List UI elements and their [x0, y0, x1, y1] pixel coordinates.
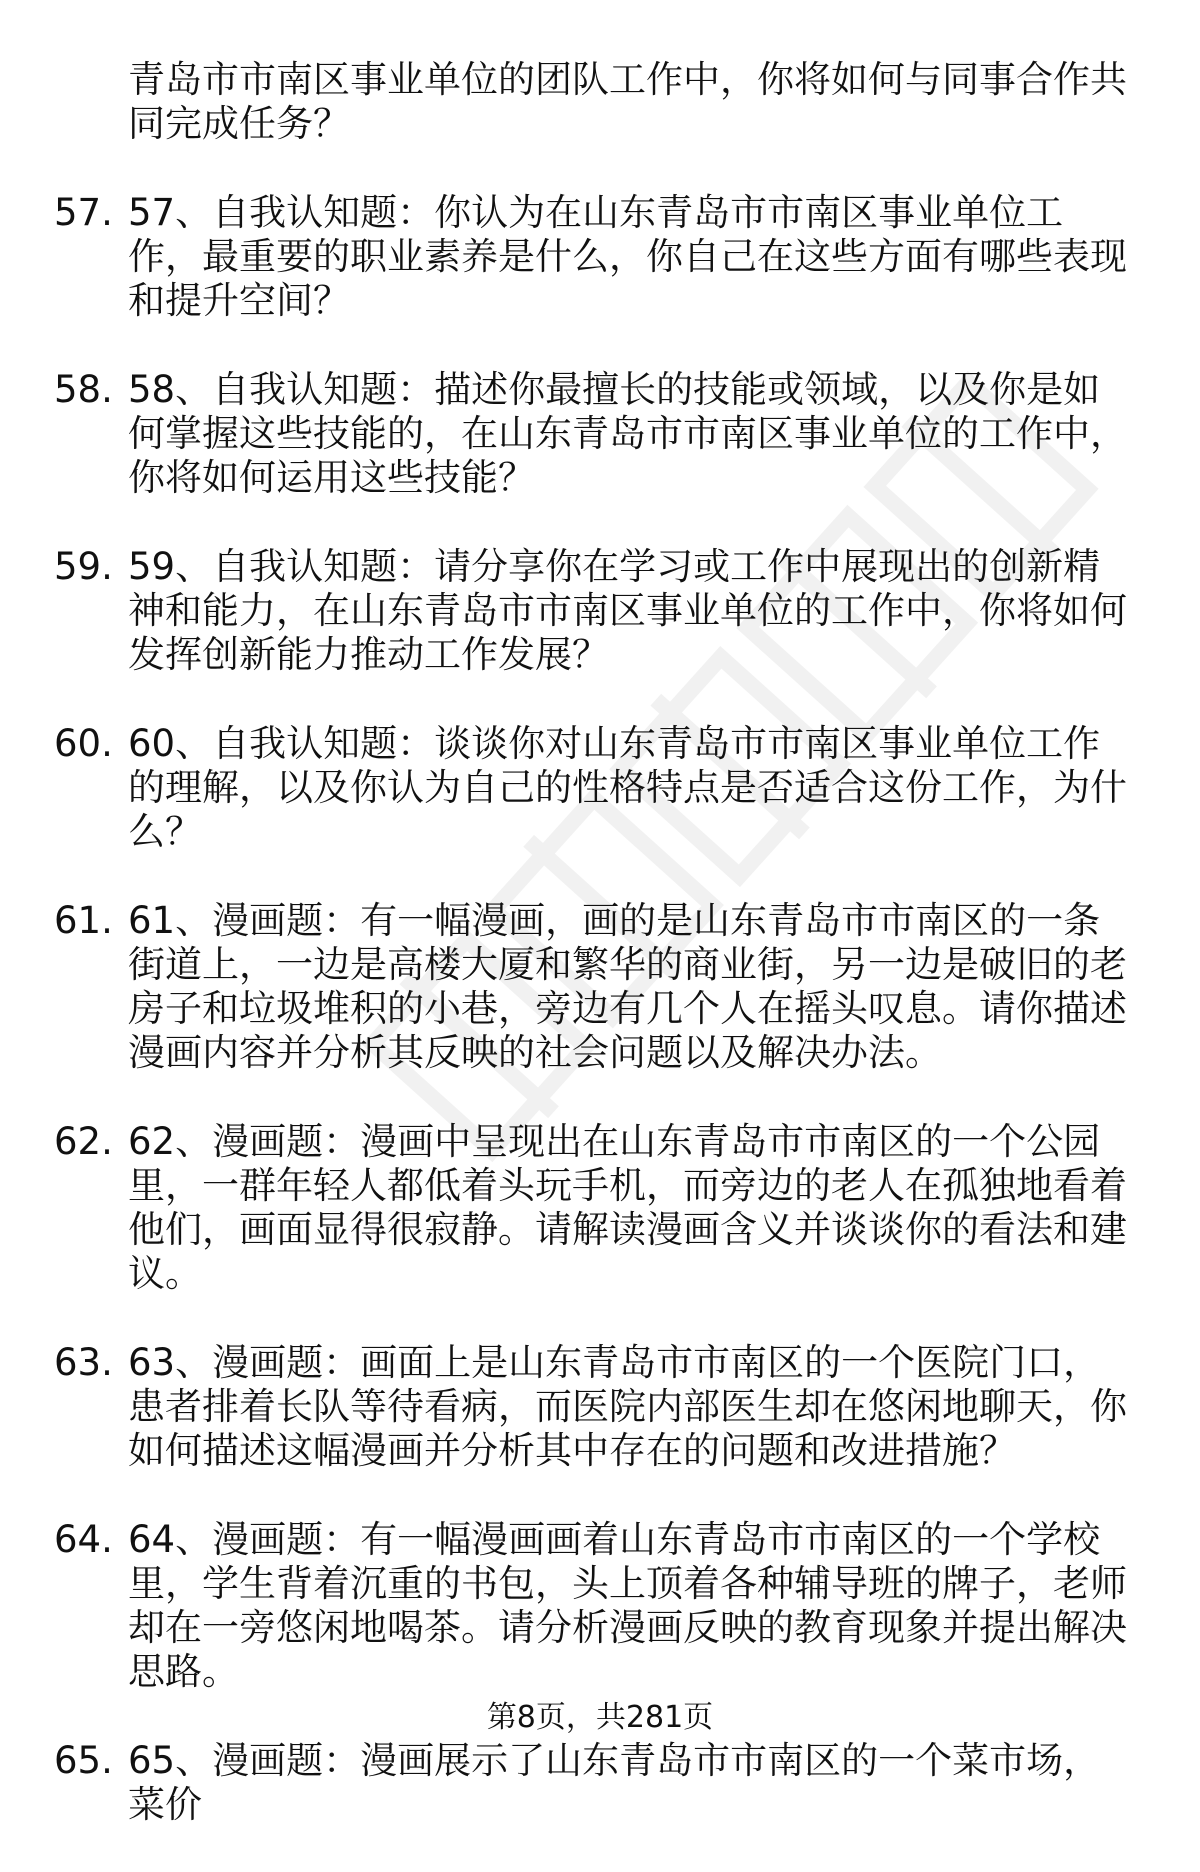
item-number: 58.: [54, 368, 113, 411]
question-list: [0, 58, 1200, 1872]
list-item: [0, 58, 1200, 146]
list-item: [0, 1518, 1200, 1694]
item-text: 62、漫画题：漫画中呈现出在山东青岛市市南区的一个公园里，一群年轻人都低着头玩手机，而旁边的老人在孤独地看着他们，画面显得很寂静。请解读漫画含义并谈谈你的看法和建议。: [128, 1120, 1127, 1295]
item-text: 61、漫画题：有一幅漫画，画的是山东青岛市市南区的一条街道上，一边是高楼大厦和繁华的商业街，另一边是破旧的老房子和垃圾堆积的小巷，旁边有几个人在摇头叹息。请你描述漫画内容并分析其反映的社会问题以及解决办法。: [128, 899, 1127, 1074]
list-item: [0, 368, 1200, 500]
item-text: 58、自我认知题：描述你最擅长的技能或领域，以及你是如何掌握这些技能的，在山东青岛市市南区事业单位的工作中，你将如何运用这些技能？: [128, 368, 1127, 499]
item-number: 60.: [54, 722, 113, 765]
item-text: 65、漫画题：漫画展示了山东青岛市市南区的一个菜市场，菜价: [128, 1739, 1101, 1826]
list-item: [0, 1120, 1200, 1296]
item-number: 62.: [54, 1120, 113, 1163]
item-number: 61.: [54, 899, 113, 942]
item-number: 63.: [54, 1341, 113, 1384]
list-item: [0, 722, 1200, 854]
item-text: 60、自我认知题：谈谈你对山东青岛市市南区事业单位工作的理解，以及你认为自己的性格特点是否适合这份工作，为什么？: [128, 722, 1127, 853]
item-number: 65.: [54, 1739, 113, 1782]
item-text: 63、漫画题：画面上是山东青岛市市南区的一个医院门口，患者排着长队等待看病，而医院内部医生却在悠闲地聊天，你如何描述这幅漫画并分析其中存在的问题和改进措施？: [128, 1341, 1127, 1472]
item-number: 64.: [54, 1518, 113, 1561]
item-text: 青岛市市南区事业单位的团队工作中，你将如何与同事合作共同完成任务？: [128, 58, 1127, 145]
item-number: 59.: [54, 545, 113, 588]
item-number: 57.: [54, 191, 113, 234]
list-item: [0, 191, 1200, 323]
item-text: 59、自我认知题：请分享你在学习或工作中展现出的创新精神和能力，在山东青岛市市南区事业单位的工作中，你将如何发挥创新能力推动工作发展？: [128, 545, 1127, 676]
list-item: [0, 1739, 1200, 1827]
list-item: [0, 899, 1200, 1075]
page-footer: 第8页，共281页: [486, 1700, 714, 1735]
item-text: 57、自我认知题：你认为在山东青岛市市南区事业单位工作，最重要的职业素养是什么，你自己在这些方面有哪些表现和提升空间？: [128, 191, 1127, 322]
item-text: 64、漫画题：有一幅漫画画着山东青岛市市南区的一个学校里，学生背着沉重的书包，头上顶着各种辅导班的牌子，老师却在一旁悠闲地喝茶。请分析漫画反映的教育现象并提出解决思路。: [128, 1518, 1127, 1693]
list-item: [0, 545, 1200, 677]
list-item: [0, 1341, 1200, 1473]
